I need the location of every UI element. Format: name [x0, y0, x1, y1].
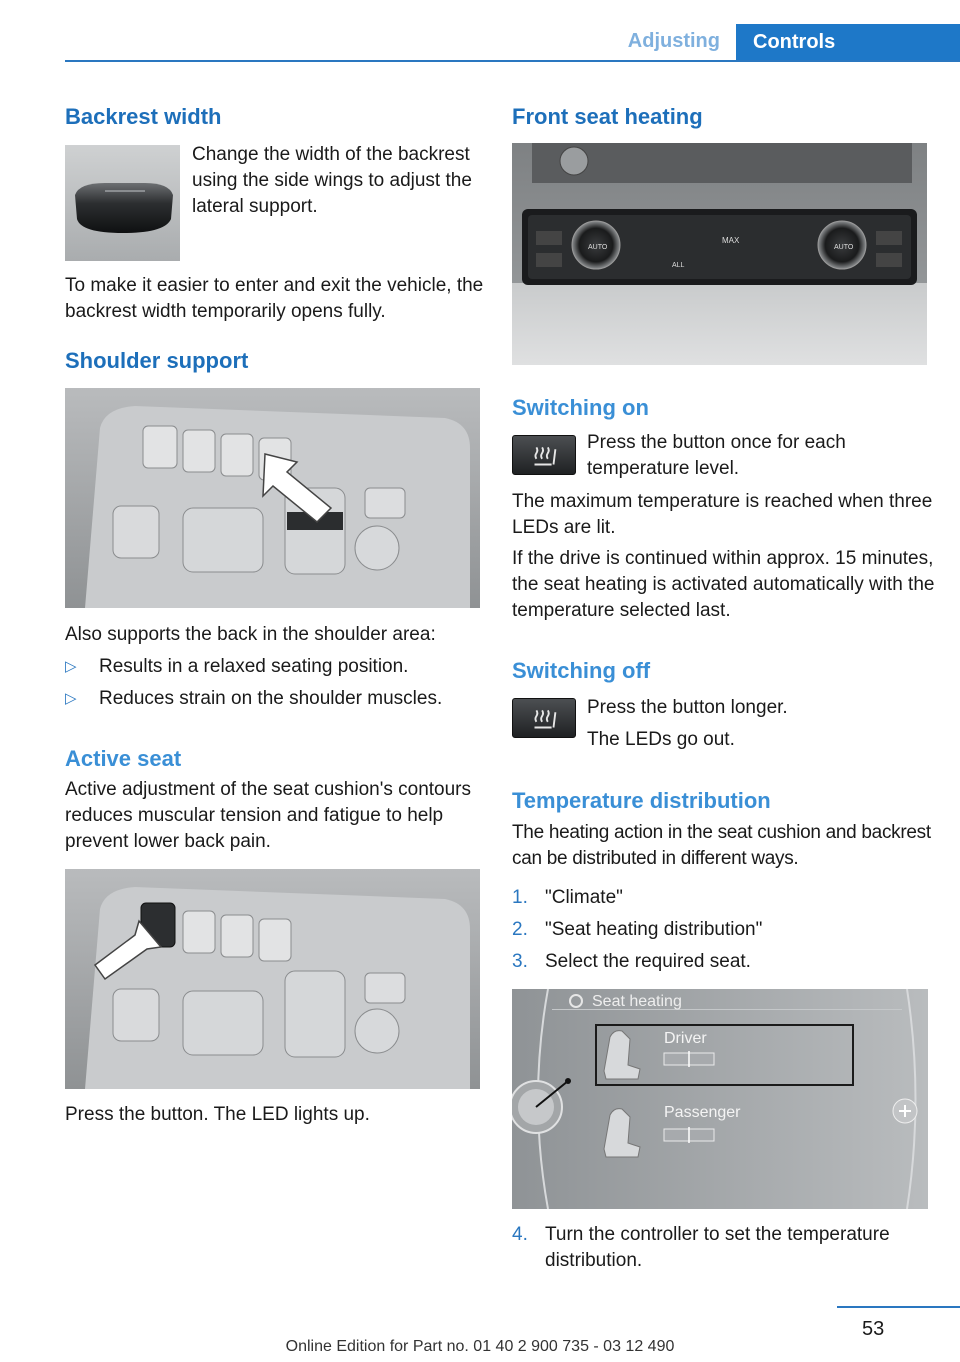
active-seat-title: Active seat: [65, 746, 182, 771]
auto-label: AUTO: [834, 244, 854, 251]
bullet-triangle-icon: ▷: [65, 690, 77, 707]
header-chapter-tab: Controls: [736, 24, 960, 62]
switching-on-p1: The maximum temperature is reached when three LEDs are lit.: [512, 491, 933, 538]
front-seat-heating-title: Front seat heating: [512, 104, 703, 129]
temperature-distribution-body: The heating action in the seat cushion and backrest can be distributed in different ways.: [512, 822, 931, 869]
page-number: 53: [862, 1318, 885, 1340]
switching-off-title: Switching off: [512, 658, 651, 683]
temperature-distribution-title: Temperature distribution: [512, 788, 771, 813]
seat-heating-button-icon: [512, 435, 576, 475]
screen-title: Seat heating: [592, 993, 682, 1010]
driver-label: Driver: [664, 1030, 707, 1047]
backrest-switch-image: [65, 145, 180, 261]
switching-off-p1: Press the button longer.: [587, 697, 788, 718]
shoulder-intro: Also supports the back in the shoulder area:: [65, 624, 436, 645]
max-label: MAX: [722, 236, 740, 245]
backrest-body: To make it easier to enter and exit the vehicle, the backrest width temporarily opens fully.: [65, 275, 484, 322]
active-seat-after: Press the button. The LED lights up.: [65, 1104, 370, 1125]
footer-edition-text: Online Edition for Part no. 01 40 2 900 735 - 03 12 490: [285, 1338, 675, 1355]
seat-heating-screen-image: [512, 989, 928, 1209]
header-section: Adjusting: [627, 30, 720, 52]
active-seat-image: [65, 869, 480, 1089]
backrest-width-title: Backrest width: [65, 104, 222, 129]
seat-heating-button-icon: [512, 698, 576, 738]
footer-rule: [837, 1306, 960, 1308]
header-rule: [65, 60, 960, 62]
active-seat-body: Active adjustment of the seat cushion's contours reduces muscular tension and fatigue to help prevent lower back pain.: [65, 779, 472, 852]
all-label: ALL: [672, 262, 685, 269]
switching-on-title: Switching on: [512, 395, 649, 420]
passenger-label: Passenger: [664, 1104, 741, 1121]
switching-off-p2: The LEDs go out.: [587, 729, 735, 750]
auto-label: AUTO: [588, 244, 608, 251]
bullet-triangle-icon: ▷: [65, 658, 77, 675]
climate-control-panel-image: [512, 143, 927, 365]
shoulder-support-title: Shoulder support: [65, 348, 249, 373]
shoulder-support-image: [65, 388, 480, 608]
backrest-intro: Change the width of the backrest using the side wings to adjust the lateral support.: [192, 144, 472, 217]
switching-on-p2: If the drive is continued within approx. 15 minutes, the seat heating is activated automatically with the temperature selected last.: [512, 548, 935, 621]
switching-on-intro: Press the button once for each temperature level.: [587, 432, 846, 479]
